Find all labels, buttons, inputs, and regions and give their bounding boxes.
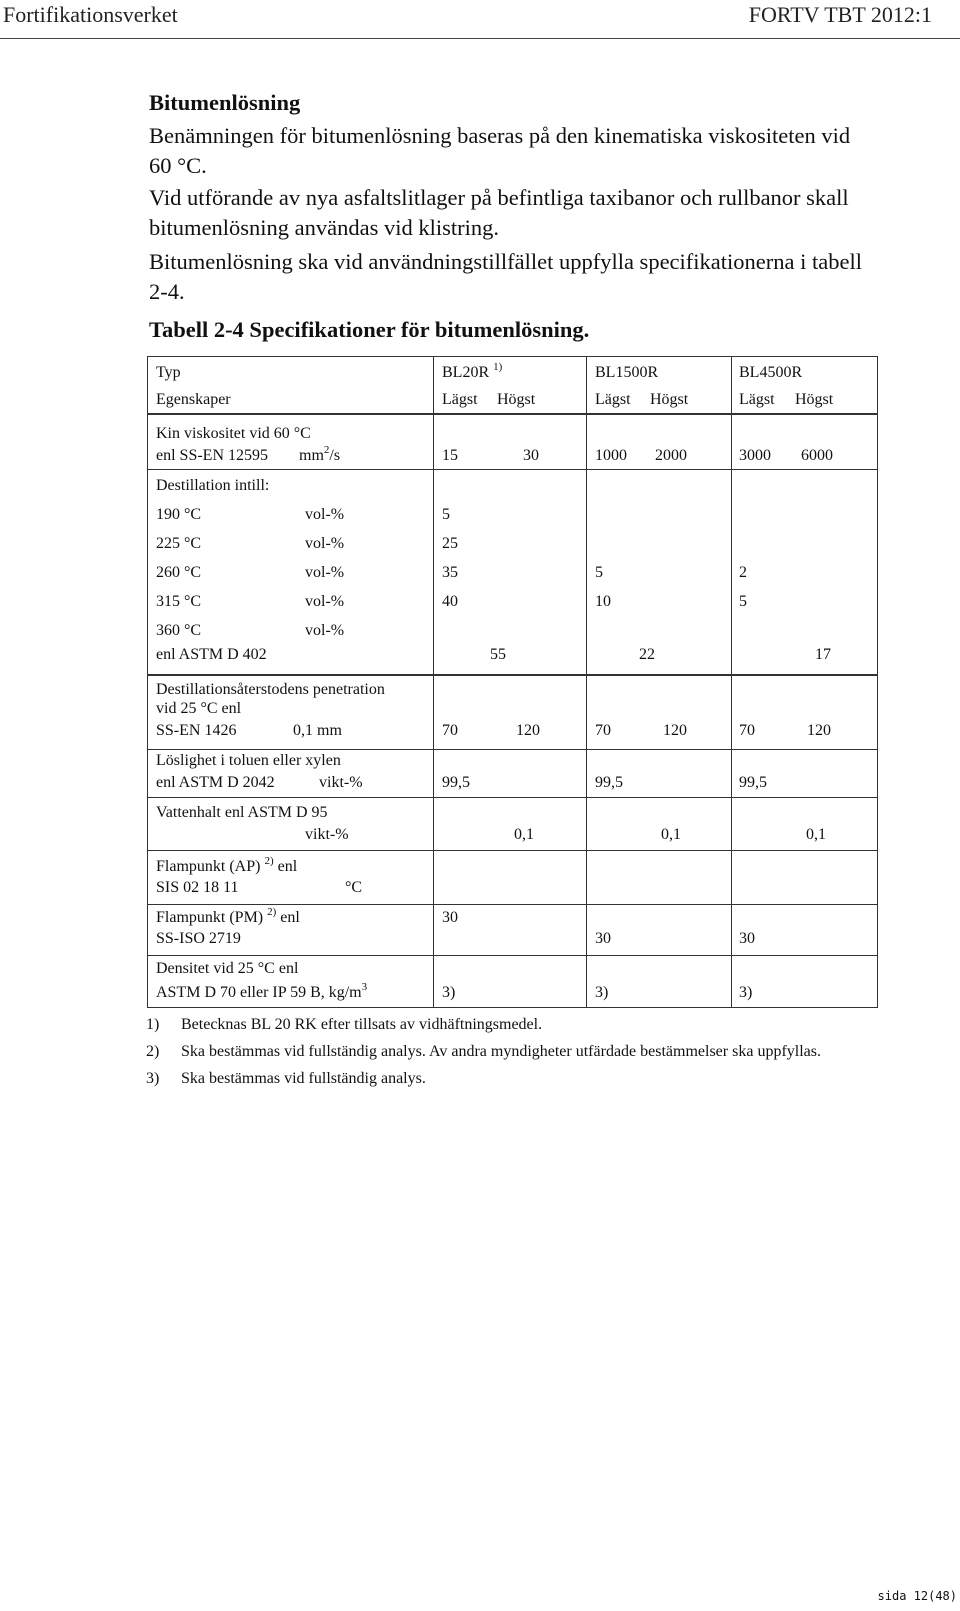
cell-astm402-bl1500r: 22 — [639, 646, 655, 663]
row-los-method: enl ASTM D 2042 — [156, 774, 275, 791]
header-bl4500r-hogst: Högst — [795, 391, 834, 408]
dest-temp: 260 °C — [156, 564, 202, 581]
cell-kin-bl20r-max: 30 — [523, 447, 539, 464]
table-border-bottom — [147, 1007, 877, 1008]
dest-unit: vol-% — [305, 506, 345, 523]
header-doc-owner: Fortifikationsverket — [3, 2, 178, 27]
table-header-divider — [147, 413, 877, 415]
cell-kin-bl20r-min: 15 — [442, 447, 458, 464]
row-los-label: Löslighet i toluen eller xylen — [156, 752, 341, 769]
dest-bl20r: 40 — [442, 593, 458, 610]
table-row-divider — [147, 469, 877, 470]
dest-unit: vol-% — [305, 535, 345, 552]
cell-astm402-bl20r: 55 — [490, 646, 506, 663]
cell-den-bl4500r: 3) — [739, 984, 753, 1001]
cell-kin-bl4500r-min: 3000 — [739, 447, 771, 464]
header-bl1500r-hogst: Högst — [650, 391, 689, 408]
paragraph-3-line-2: 2-4. — [149, 279, 185, 304]
cell-vat-bl1500r: 0,1 — [661, 826, 681, 843]
header-bl4500r: BL4500R — [739, 364, 803, 381]
cell-pen-bl20r-max: 120 — [516, 722, 540, 739]
table-row-divider — [147, 797, 877, 798]
table-col-divider-1 — [433, 356, 434, 1008]
page-number: sida 12(48) — [877, 1589, 957, 1603]
table-row-divider — [147, 904, 877, 905]
cell-vat-bl4500r: 0,1 — [806, 826, 826, 843]
header-bl1500r: BL1500R — [595, 364, 659, 381]
paragraph-2-line-2: bitumenlösning användas vid klistring. — [149, 215, 499, 240]
row-los-unit: vikt-% — [319, 774, 363, 791]
dest-unit: vol-% — [305, 564, 345, 581]
header-divider — [0, 38, 960, 39]
row-pen-method: SS-EN 1426 — [156, 722, 237, 739]
paragraph-3-line-1: Bitumenlösning ska vid användningstillfället uppfylla specifikationerna i tabell — [149, 249, 862, 274]
table-title: Tabell 2-4 Specifikationer för bitumenlösning. — [149, 317, 590, 342]
row-destillation-label: Destillation intill: — [156, 477, 270, 494]
cell-den-bl1500r: 3) — [595, 984, 609, 1001]
cell-kin-bl4500r-max: 6000 — [801, 447, 833, 464]
row-kin-unit: $mm^2/s$ — [299, 444, 341, 464]
paragraph-1-line-2: 60 °C. — [149, 153, 207, 178]
row-flam-ap-method: SIS 02 18 11 — [156, 879, 239, 896]
row-astm402-label: enl ASTM D 402 — [156, 646, 267, 663]
dest-temp: 190 °C — [156, 506, 202, 523]
row-pen-unit: 0,1 mm — [293, 722, 342, 739]
table-row-divider — [147, 850, 877, 851]
footnote-2-text: Ska bestämmas vid fullständig analys. Av andra myndigheter utfärdade bestämmelser ska uppfyllas. — [181, 1043, 821, 1060]
table-col-divider-2 — [586, 356, 587, 1008]
cell-kin-bl1500r-max: 2000 — [655, 447, 687, 464]
table-row-divider — [147, 674, 877, 676]
table-border-left — [147, 356, 148, 1008]
dest-temp: 225 °C — [156, 535, 202, 552]
dest-bl4500r: 5 — [739, 593, 747, 610]
row-vat-unit: vikt-% — [305, 826, 349, 843]
row-vat-label: Vattenhalt enl ASTM D 95 — [156, 804, 328, 821]
cell-den-bl20r: 3) — [442, 984, 456, 1001]
dest-bl1500r: 10 — [595, 593, 611, 610]
cell-pen-bl1500r-min: 70 — [595, 722, 611, 739]
header-doc-id: FORTV TBT 2012:1 — [748, 2, 932, 27]
cell-pen-bl20r-min: 70 — [442, 722, 458, 739]
cell-kin-bl1500r-min: 1000 — [595, 447, 627, 464]
header-bl20r-lagst: Lägst — [442, 391, 478, 408]
table-row-divider — [147, 749, 877, 750]
dest-temp: 360 °C — [156, 622, 202, 639]
row-flam-pm-method: SS-ISO 2719 — [156, 930, 241, 947]
table-row-divider — [147, 955, 877, 956]
row-den-method: ASTM D 70 eller IP 59 B, $kg/m^3$ — [156, 981, 368, 1001]
dest-unit: vol-% — [305, 622, 345, 639]
row-flam-pm-label: Flampunkt (PM) $^{2)}$ enl — [156, 906, 300, 926]
dest-bl4500r: 2 — [739, 564, 747, 581]
header-typ: Typ — [156, 364, 181, 381]
dest-bl20r: 5 — [442, 506, 450, 523]
row-kin-label: Kin viskositet vid 60 °C — [156, 425, 311, 442]
footnote-3-text: Ska bestämmas vid fullständig analys. — [181, 1070, 426, 1087]
row-kin-method: enl SS-EN 12595 — [156, 447, 268, 464]
cell-pen-bl4500r-max: 120 — [807, 722, 831, 739]
footnote-1-text: Betecknas BL 20 RK efter tillsats av vidhäftningsmedel. — [181, 1016, 543, 1033]
dest-bl20r: 35 — [442, 564, 458, 581]
cell-vat-bl20r: 0,1 — [514, 826, 534, 843]
header-egenskaper: Egenskaper — [156, 391, 231, 408]
cell-flam-bl1500r: 30 — [595, 930, 611, 947]
cell-los-bl4500r: 99,5 — [739, 774, 767, 791]
paragraph-1-line-1: Benämningen för bitumenlösning baseras på den kinematiska viskositeten vid — [149, 123, 851, 148]
dest-temp: 315 °C — [156, 593, 202, 610]
paragraph-2-line-1: Vid utförande av nya asfaltslitlager på befintliga taxibanor och rullbanor skall — [149, 185, 849, 210]
cell-astm402-bl4500r: 17 — [815, 646, 831, 663]
row-pen-temp: vid 25 °C enl — [156, 700, 242, 717]
row-pen-label: Destillationsåterstodens penetration — [156, 681, 385, 698]
cell-los-bl1500r: 99,5 — [595, 774, 623, 791]
table-border-top — [147, 356, 877, 357]
dest-unit: vol-% — [305, 593, 345, 610]
row-flam-ap-unit: °C — [345, 879, 363, 896]
cell-pen-bl1500r-max: 120 — [663, 722, 687, 739]
dest-bl1500r: 5 — [595, 564, 603, 581]
row-flam-ap-label: Flampunkt (AP) $^{2)}$ enl — [156, 855, 298, 875]
header-bl1500r-lagst: Lägst — [595, 391, 631, 408]
footnote-2-num: 2) — [146, 1043, 160, 1060]
section-heading: Bitumenlösning — [149, 90, 301, 115]
table-border-right — [877, 356, 878, 1008]
table-col-divider-3 — [731, 356, 732, 1008]
header-bl4500r-lagst: Lägst — [739, 391, 775, 408]
cell-flam-bl4500r: 30 — [739, 930, 755, 947]
cell-flam-bl20r: 30 — [442, 909, 458, 926]
footnote-1-num: 1) — [146, 1016, 160, 1033]
cell-los-bl20r: 99,5 — [442, 774, 470, 791]
footnote-3-num: 3) — [146, 1070, 160, 1087]
row-den-label: Densitet vid 25 °C enl — [156, 960, 299, 977]
header-bl20r: BL20R $^{1)}$ — [442, 361, 503, 381]
dest-bl20r: 25 — [442, 535, 458, 552]
header-bl20r-hogst: Högst — [497, 391, 536, 408]
cell-pen-bl4500r-min: 70 — [739, 722, 755, 739]
